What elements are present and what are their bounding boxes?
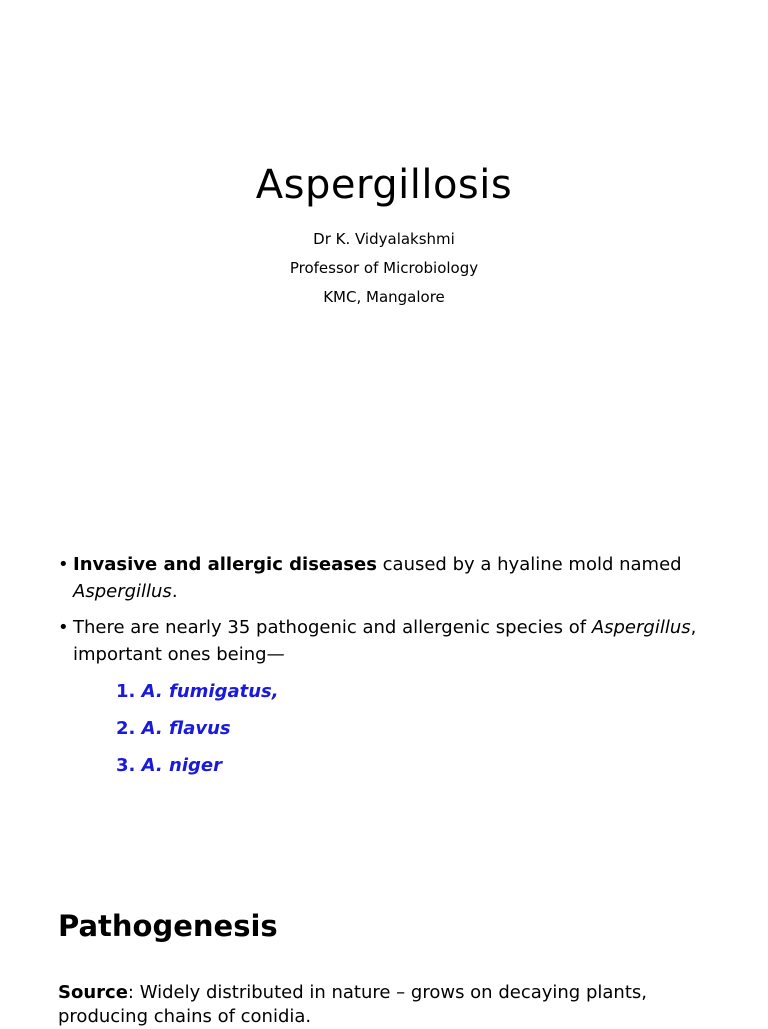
slide-title: Aspergillosis — [255, 162, 513, 208]
species-item — [116, 678, 279, 715]
species-name: A. fumigatus, — [141, 681, 279, 702]
bullet-text-end: , important ones being— — [73, 617, 697, 665]
species-list — [116, 678, 279, 789]
genus-name: Aspergillus — [73, 581, 172, 602]
bullet-text: There are nearly 35 pathogenic and allergenic species of — [73, 617, 592, 638]
species-item — [116, 715, 279, 752]
author-position: Professor of Microbiology — [289, 259, 479, 277]
bullet-item-diseases — [58, 551, 718, 605]
species-item — [116, 752, 279, 789]
author-institution: KMC, Mangalore — [323, 288, 445, 306]
species-number: 2. — [116, 718, 136, 739]
species-number: 1. — [116, 681, 136, 702]
bullet-icon: • — [58, 554, 69, 575]
bullet-item-species — [58, 614, 718, 668]
species-name: A. niger — [141, 755, 222, 776]
species-number: 3. — [116, 755, 136, 776]
source-paragraph — [58, 981, 738, 1029]
author-name: Dr K. Vidyalakshmi — [313, 230, 455, 248]
pathogenesis-heading: Pathogenesis — [58, 909, 278, 943]
intro-bullet-list — [58, 551, 718, 677]
bullet-icon: • — [58, 617, 69, 638]
source-label: Source — [58, 982, 128, 1003]
bullet-end: . — [171, 581, 178, 602]
bullet-bold-text: Invasive and allergic diseases — [73, 554, 377, 575]
bullet-text: caused by a hyaline mold named — [376, 554, 682, 575]
genus-name: Aspergillus — [591, 617, 691, 638]
source-text: : Widely distributed in nature – grows on decaying plants, producing chains of conidia. — [58, 982, 647, 1027]
species-name: A. flavus — [141, 718, 231, 739]
